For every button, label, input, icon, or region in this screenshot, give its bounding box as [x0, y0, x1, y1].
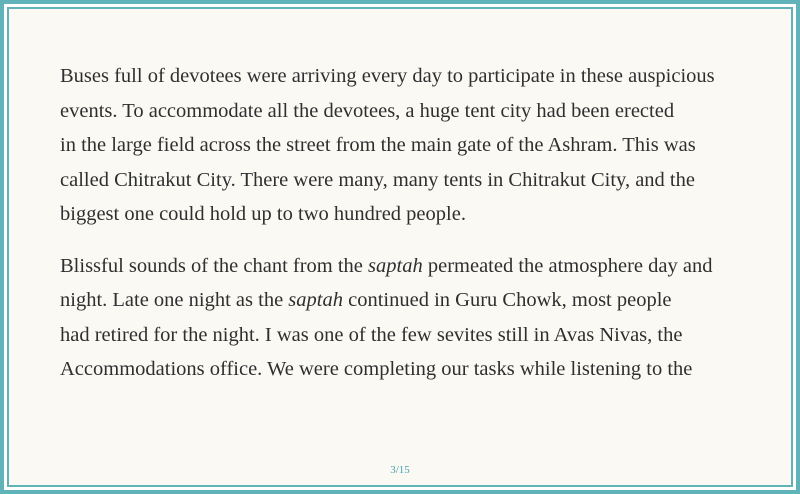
paragraph	[60, 59, 740, 232]
paragraph	[60, 249, 740, 387]
text-segment: biggest one could hold up to two hundred people.	[60, 203, 466, 225]
italic-term: saptah	[288, 289, 343, 311]
text-segment: Buses full of devotees were arriving every day to participate in these auspicious	[60, 65, 715, 87]
page-number: 3/15	[390, 464, 410, 476]
text-line	[60, 128, 740, 163]
text-segment: events. To accommodate all the devotees, a huge tent city had been erected	[60, 99, 675, 122]
text-segment: called Chitrakut City. There were many, many tents in Chitrakut City, and the	[60, 168, 695, 191]
text-segment: permeated the atmosphere day and	[422, 254, 713, 277]
text-line	[60, 318, 740, 353]
body-text	[60, 59, 740, 387]
text-line	[60, 94, 740, 129]
page-frame-inner	[4, 4, 796, 490]
text-segment: Accommodations office. We were completing our tasks while listening to the	[60, 358, 693, 380]
text-line	[60, 352, 740, 387]
text-line	[60, 283, 740, 318]
text-segment: in the large field across the street from the main gate of the Ashram. This was	[60, 134, 696, 156]
text-segment: Blissful sounds of the chant from the	[60, 254, 369, 277]
text-line	[60, 59, 740, 94]
text-segment: night. Late one night as the	[60, 289, 289, 311]
document-page	[7, 7, 793, 487]
text-line	[60, 249, 740, 284]
text-segment: had retired for the night. I was one of the few sevites still in Avas Nivas, the	[60, 323, 683, 346]
italic-term: saptah	[368, 254, 423, 277]
text-line	[60, 163, 740, 198]
text-line	[60, 197, 740, 232]
text-segment: continued in Guru Chowk, most people	[342, 289, 672, 311]
